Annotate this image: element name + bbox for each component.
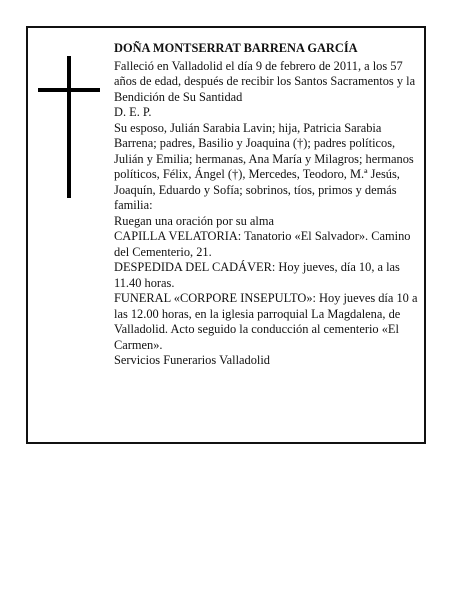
chapel-info: CAPILLA VELATORIA: Tanatorio «El Salvador». Camino del Cementerio, 21. [114,229,411,259]
cross-horizontal-bar [38,88,100,92]
funeral-info: FUNERAL «CORPORE INSEPULTO»: Hoy jueves día 10 a las 12.00 horas, en la iglesia parroquial La Magdalena, de Valladolid. Acto seguido la conducción al cementerio «El Carmen». [114,291,418,352]
farewell-info: DESPEDIDA DEL CADÁVER: Hoy jueves, día 10, a las 11.40 horas. [114,260,400,290]
cross-vertical-bar [67,56,71,198]
obituary-notice [26,26,426,444]
death-details: Falleció en Valladolid el día 9 de febrero de 2011, a los 57 años de edad, después de recibir los Santos Sacramentos y la Bendición de Su Santidad [114,58,416,104]
deceased-name: DOÑA MONTSERRAT BARRENA GARCÍA [114,41,358,55]
notice-text [114,41,426,369]
rest-in-peace: D. E. P. [114,105,152,119]
funeral-services: Servicios Funerarios Valladolid [114,353,271,367]
prayer-request: Ruegan una oración por su alma [114,213,274,228]
family-list: Su esposo, Julián Sarabia Lavin; hija, Patricia Sarabia Barrena; padres, Basilio y Joaquina (†); padres políticos, Julián y Emilia; hermanas, Ana María y Milagros; hermanos políticos, Félix, Ángel (†), Mercedes, Teodoro, M.ª Jesús, Joaquín, Eduardo y Sofía; sobrinos, tíos, primos y demás familia: [114,120,414,212]
